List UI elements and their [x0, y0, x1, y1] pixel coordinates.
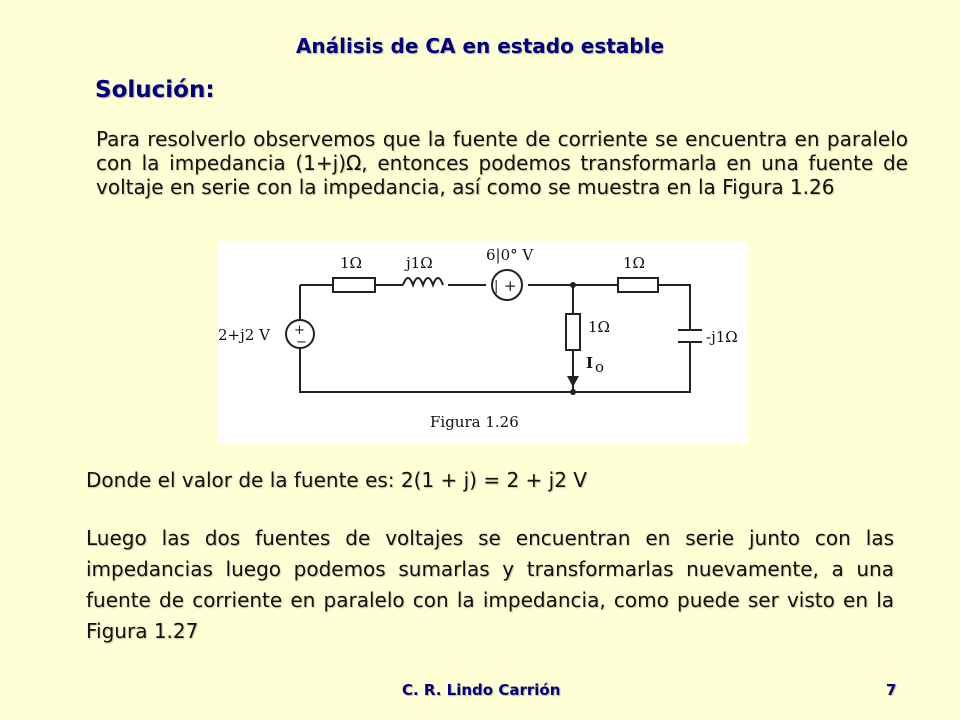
solution-heading: Solución: — [95, 77, 215, 103]
label-source-left: 2+j2 V — [218, 326, 270, 344]
label-source-top: 6|0° V — [486, 246, 534, 264]
label-current-subscript: o — [595, 358, 605, 376]
source-polarity-minus: | — [494, 279, 499, 294]
page-number: 7 — [886, 681, 897, 699]
resistor-left-top — [333, 278, 375, 292]
source-polarity-plus: + — [504, 277, 517, 295]
resistor-middle — [566, 314, 580, 350]
slide-title: Análisis de CA en estado estable — [295, 34, 665, 58]
paragraph-next-step: Luego las dos fuentes de voltajes se encuentran en serie junto con las impedancias luego podemos sumarlas y transformarlas nuevamente, a una fuente de corriente en paralelo con la impedancia, como puede ser visto en la Figura 1.27 — [86, 526, 894, 643]
footer-author: C. R. Lindo Carrión — [402, 681, 561, 699]
source-left-plus: + — [294, 323, 305, 338]
label-r-middle: 1Ω — [588, 318, 610, 336]
label-capacitor: -j1Ω — [706, 328, 738, 346]
junction-dot — [570, 282, 576, 288]
inductor — [403, 278, 443, 285]
label-current: I — [586, 354, 594, 372]
circuit-figure — [218, 242, 748, 444]
junction-dot — [570, 389, 576, 395]
paragraph-intro: Para resolverlo observemos que la fuente de corriente se encuentra en paralelo con la impedancia (1+j)Ω, entonces podemos transformarla en una fuente de voltaje en serie con la impedancia, así como se muestra en la Figura 1.26 — [96, 127, 908, 199]
current-arrowhead — [567, 376, 579, 387]
capacitor — [678, 330, 702, 342]
paragraph-source-value: Donde el valor de la fuente es: 2(1 + j) = 2 + j2 V — [86, 468, 587, 492]
figure-caption: Figura 1.26 — [430, 413, 519, 431]
label-r1: 1Ω — [340, 254, 362, 272]
label-inductor: j1Ω — [406, 254, 433, 272]
resistor-right-top — [618, 278, 658, 292]
circuit-diagram — [218, 242, 748, 444]
source-left-minus: − — [296, 335, 307, 350]
label-r-right-top: 1Ω — [623, 254, 645, 272]
